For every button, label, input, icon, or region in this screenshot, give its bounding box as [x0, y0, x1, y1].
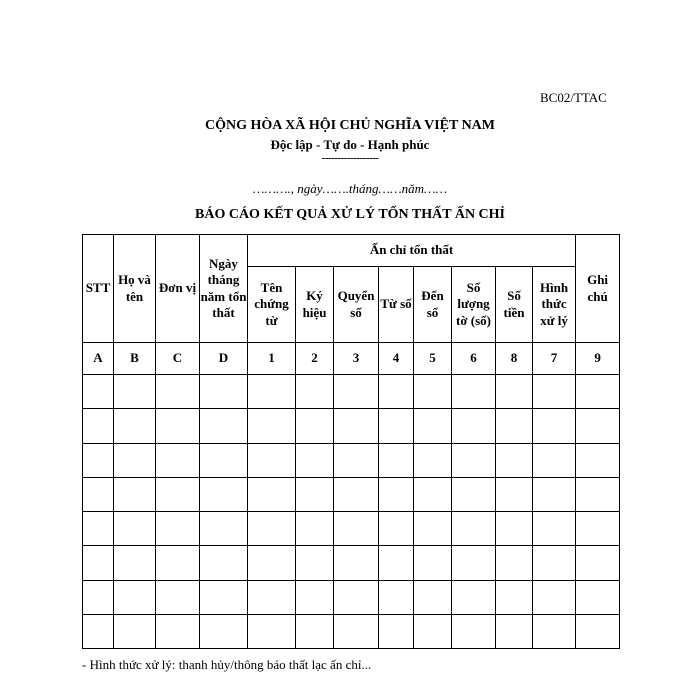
table-cell [414, 477, 452, 511]
col-stt: STT [83, 235, 114, 343]
header-row-1 [83, 235, 620, 267]
index-cell: 4 [379, 343, 414, 375]
table-cell [248, 375, 296, 409]
col-unit: Đơn vị [156, 235, 200, 343]
table-cell [114, 615, 156, 649]
table-cell [200, 512, 248, 546]
table-cell [379, 443, 414, 477]
table-cell [452, 375, 496, 409]
col-handling-method: Hình thức xử lý [533, 267, 576, 343]
table-cell [414, 580, 452, 614]
table-cell [156, 443, 200, 477]
table-cell [533, 580, 576, 614]
table-cell [83, 443, 114, 477]
table-cell [414, 615, 452, 649]
table-cell [576, 580, 620, 614]
index-cell: 8 [496, 343, 533, 375]
table-cell [452, 546, 496, 580]
table-cell [533, 477, 576, 511]
table-cell [156, 375, 200, 409]
table-cell [296, 615, 334, 649]
table-cell [334, 477, 379, 511]
col-to-number: Đến số [414, 267, 452, 343]
table-cell [452, 580, 496, 614]
table-cell [576, 512, 620, 546]
table-cell [296, 375, 334, 409]
form-code: BC02/TTAC [540, 90, 607, 105]
table-row [83, 512, 620, 546]
table-cell [248, 512, 296, 546]
table-cell [200, 546, 248, 580]
table-cell [248, 546, 296, 580]
index-cell: 3 [334, 343, 379, 375]
table-cell [83, 409, 114, 443]
footnote: - Hình thức xử lý: thanh hủy/thông báo thất lạc ấn chỉ... [82, 657, 372, 672]
table-cell [576, 615, 620, 649]
index-row [83, 343, 620, 375]
table-cell [414, 546, 452, 580]
col-from-number: Từ số [379, 267, 414, 343]
col-symbol: Ký hiệu [296, 267, 334, 343]
table-cell [496, 512, 533, 546]
table-cell [576, 477, 620, 511]
table-cell [533, 375, 576, 409]
table-cell [576, 375, 620, 409]
col-document-name: Tên chứng từ [248, 267, 296, 343]
table-cell [296, 512, 334, 546]
table-cell [414, 512, 452, 546]
index-cell: 6 [452, 343, 496, 375]
table-cell [533, 409, 576, 443]
table-cell [248, 580, 296, 614]
table-cell [496, 615, 533, 649]
table-cell [379, 580, 414, 614]
table-cell [496, 477, 533, 511]
table-row [83, 580, 620, 614]
table-cell [414, 443, 452, 477]
table-cell [156, 477, 200, 511]
table-cell [114, 512, 156, 546]
table-cell [114, 580, 156, 614]
table-cell [379, 512, 414, 546]
table-cell [114, 375, 156, 409]
table-cell [296, 443, 334, 477]
index-cell: 5 [414, 343, 452, 375]
table-row [83, 546, 620, 580]
table-cell [114, 477, 156, 511]
index-cell: 9 [576, 343, 620, 375]
table-cell [83, 580, 114, 614]
table-cell [83, 546, 114, 580]
table-row [83, 443, 620, 477]
report-table [82, 234, 620, 649]
table-cell [452, 409, 496, 443]
table-cell [248, 615, 296, 649]
table-cell [83, 512, 114, 546]
table-cell [156, 409, 200, 443]
table-row [83, 615, 620, 649]
table-cell [576, 546, 620, 580]
table-cell [496, 375, 533, 409]
table-cell [200, 477, 248, 511]
table-cell [83, 375, 114, 409]
table-cell [379, 615, 414, 649]
col-name: Họ và tên [114, 235, 156, 343]
table-cell [334, 580, 379, 614]
table-cell [496, 409, 533, 443]
table-cell [414, 409, 452, 443]
table-cell [496, 580, 533, 614]
table-cell [200, 615, 248, 649]
table-cell [452, 477, 496, 511]
table-cell [576, 409, 620, 443]
table-row [83, 409, 620, 443]
index-cell: A [83, 343, 114, 375]
table-cell [156, 580, 200, 614]
table-row [83, 477, 620, 511]
table-cell [156, 546, 200, 580]
table-cell [452, 512, 496, 546]
table-cell [114, 546, 156, 580]
table-cell [200, 409, 248, 443]
table-cell [533, 512, 576, 546]
col-group-lost-documents: Ấn chỉ tổn thất [248, 235, 576, 267]
table-cell [296, 580, 334, 614]
table-cell [200, 443, 248, 477]
index-cell: 7 [533, 343, 576, 375]
table-cell [533, 615, 576, 649]
col-note: Ghi chú [576, 235, 620, 343]
date-line: ………., ngày…….tháng……năm…… [252, 181, 448, 196]
table-cell [248, 409, 296, 443]
table-cell [296, 546, 334, 580]
col-book-number: Quyển số [334, 267, 379, 343]
table-cell [83, 477, 114, 511]
table-cell [576, 443, 620, 477]
index-cell: C [156, 343, 200, 375]
table-cell [114, 443, 156, 477]
table-cell [334, 615, 379, 649]
table-cell [379, 546, 414, 580]
table-cell [296, 477, 334, 511]
header-divider: ------------------ [321, 152, 379, 164]
table-cell [114, 409, 156, 443]
index-cell: 1 [248, 343, 296, 375]
table-cell [379, 375, 414, 409]
blank-rows [83, 375, 620, 649]
index-cell: D [200, 343, 248, 375]
table-cell [533, 546, 576, 580]
col-date: Ngày tháng năm tổn thất [200, 235, 248, 343]
table-cell [248, 443, 296, 477]
table-cell [496, 546, 533, 580]
table-cell [296, 409, 334, 443]
national-title: CỘNG HÒA XÃ HỘI CHỦ NGHĨA VIỆT NAM [204, 118, 495, 133]
table-cell [200, 375, 248, 409]
table-cell [452, 615, 496, 649]
table-cell [334, 375, 379, 409]
table-cell [496, 443, 533, 477]
report-title: BÁO CÁO KẾT QUẢ XỬ LÝ TỔN THẤT ẤN CHỈ [195, 207, 505, 222]
table-cell [452, 443, 496, 477]
national-motto: Độc lập - Tự do - Hạnh phúc [270, 137, 430, 152]
table-cell [334, 512, 379, 546]
table-cell [379, 477, 414, 511]
table-cell [533, 443, 576, 477]
index-cell: B [114, 343, 156, 375]
table-cell [156, 512, 200, 546]
col-amount: Số tiền [496, 267, 533, 343]
table-cell [83, 615, 114, 649]
table-cell [379, 409, 414, 443]
table-cell [334, 409, 379, 443]
table-cell [156, 615, 200, 649]
table-row [83, 375, 620, 409]
table-cell [334, 546, 379, 580]
table-cell [248, 477, 296, 511]
table-cell [200, 580, 248, 614]
table-cell [334, 443, 379, 477]
index-cell: 2 [296, 343, 334, 375]
col-sheet-count: Số lượng tờ (số) [452, 267, 496, 343]
table-cell [414, 375, 452, 409]
